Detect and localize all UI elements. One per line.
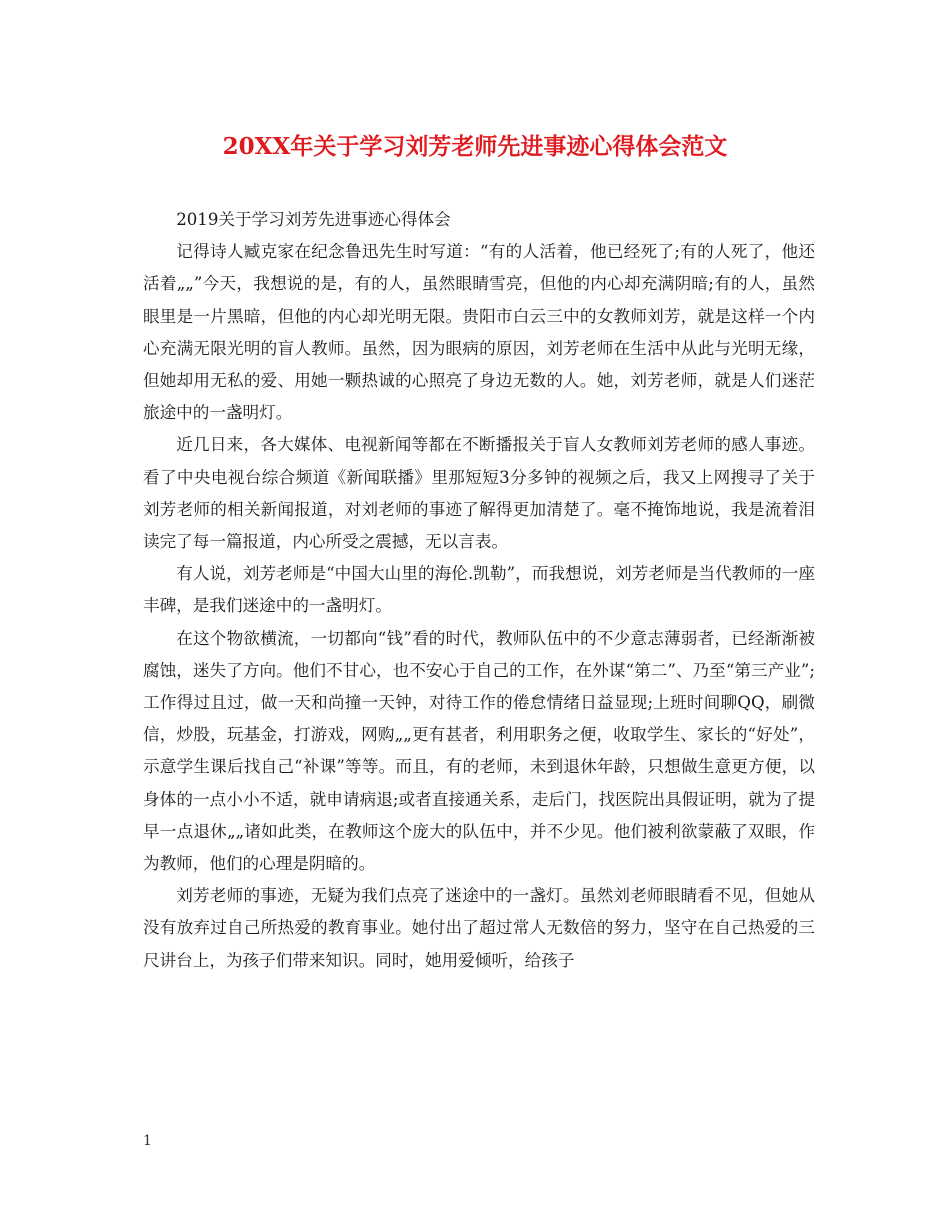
document-body	[143, 204, 815, 977]
document-title: 20XX年关于学习刘芳老师先进事迹心得体会范文	[222, 133, 728, 160]
paragraph: 记得诗人臧克家在纪念鲁迅先生时写道：“有的人活着，他已经死了;有的人死了，他还活着„„”今天，我想说的是，有的人，虽然眼睛雪亮，但他的内心却充满阴暗;有的人，虽然眼里是一片黑暗，但他的内心却光明无限。贵阳市白云三中的女教师刘芳，就是这样一个内心充满无限光明的盲人教师。虽然，因为眼病的原因，刘芳老师在生活中从此与光明无缘，但她却用无私的爱、用她一颗热诚的心照亮了身边无数的人。她，刘芳老师，就是人们迷茫旅途中的一盏明灯。	[143, 242, 815, 423]
page-number: 1	[143, 1133, 152, 1149]
paragraph: 在这个物欲横流，一切都向“钱”看的时代，教师队伍中的不少意志薄弱者，已经渐渐被腐蚀，迷失了方向。他们不甘心，也不安心于自己的工作，在外谋“第二”、乃至“第三产业”;工作得过且过，做一天和尚撞一天钟，对待工作的倦怠情绪日益显现;上班时间聊QQ，刷微信，炒股，玩基金，打游戏，网购„„更有甚者，利用职务之便，收取学生、家长的“好处”，示意学生课后找自己“补课”等等。而且，有的老师，未到退休年龄，只想做生意更方便，以身体的一点小小不适，就申请病退;或者直接通关系，走后门，找医院出具假证明，就为了提早一点退休„„诸如此类，在教师这个庞大的队伍中，并不少见。他们被利欲蒙蔽了双眼，作为教师，他们的心理是阴暗的。	[143, 628, 815, 874]
paragraph: 有人说，刘芳老师是“中国大山里的海伦.凯勒”，而我想说，刘芳老师是当代教师的一座丰碑，是我们迷途中的一盏明灯。	[143, 564, 815, 616]
paragraph-subtitle: 2019关于学习刘芳先进事迹心得体会	[176, 210, 451, 229]
paragraph: 近几日来，各大媒体、电视新闻等都在不断播报关于盲人女教师刘芳老师的感人事迹。看了中央电视台综合频道《新闻联播》里那短短3分多钟的视频之后，我又上网搜寻了关于刘芳老师的相关新闻报道，对刘老师的事迹了解得更加清楚了。毫不掩饰地说，我是流着泪读完了每一篇报道，内心所受之震撼，无以言表。	[143, 435, 815, 552]
paragraph: 刘芳老师的事迹，无疑为我们点亮了迷途中的一盏灯。虽然刘老师眼睛看不见，但她从没有放弃过自己所热爱的教育事业。她付出了超过常人无数倍的努力，坚守在自己热爱的三尺讲台上，为孩子们带来知识。同时，她用爱倾听，给孩子	[143, 886, 815, 970]
